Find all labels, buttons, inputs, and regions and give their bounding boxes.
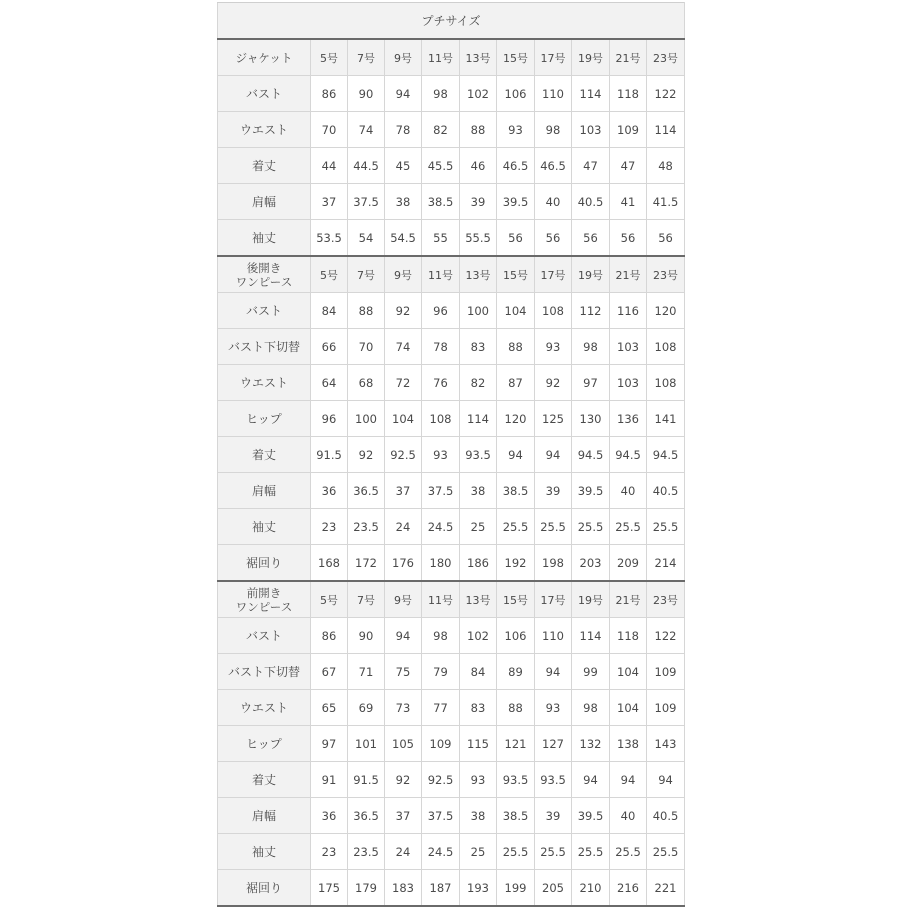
measurement-cell: 46: [460, 148, 497, 184]
row-label: ウエスト: [218, 690, 311, 726]
measurement-cell: 88: [497, 329, 535, 365]
size-header: 7号: [348, 39, 385, 76]
measurement-cell: 37: [385, 473, 422, 509]
measurement-cell: 198: [535, 545, 572, 582]
measurement-cell: 41.5: [647, 184, 685, 220]
measurement-cell: 90: [348, 618, 385, 654]
section-header-row: [218, 581, 685, 618]
size-table: [217, 2, 685, 907]
row-label: バスト下切替: [218, 654, 311, 690]
measurement-cell: 25: [460, 834, 497, 870]
measurement-cell: 24.5: [422, 834, 460, 870]
measurement-cell: 132: [572, 726, 610, 762]
measurement-cell: 103: [572, 112, 610, 148]
measurement-cell: 40.5: [647, 473, 685, 509]
size-header: 13号: [460, 581, 497, 618]
measurement-cell: 48: [647, 148, 685, 184]
size-header: 5号: [311, 581, 348, 618]
measurement-cell: 71: [348, 654, 385, 690]
section-name: [218, 256, 311, 293]
table-row: [218, 76, 685, 112]
measurement-cell: 91.5: [348, 762, 385, 798]
measurement-cell: 39.5: [572, 473, 610, 509]
measurement-cell: 38.5: [422, 184, 460, 220]
measurement-cell: 199: [497, 870, 535, 907]
measurement-cell: 55.5: [460, 220, 497, 257]
measurement-cell: 93: [497, 112, 535, 148]
section-name: ジャケット: [218, 39, 311, 76]
measurement-cell: 64: [311, 365, 348, 401]
measurement-cell: 94: [535, 654, 572, 690]
row-label: 裾回り: [218, 870, 311, 907]
size-header: 19号: [572, 581, 610, 618]
measurement-cell: 56: [610, 220, 647, 257]
section-name-line: 前開き: [246, 585, 282, 600]
measurement-cell: 94: [572, 762, 610, 798]
measurement-cell: 40.5: [572, 184, 610, 220]
table-row: [218, 148, 685, 184]
measurement-cell: 114: [460, 401, 497, 437]
measurement-cell: 54: [348, 220, 385, 257]
measurement-cell: 40.5: [647, 798, 685, 834]
row-label: バスト: [218, 76, 311, 112]
measurement-cell: 38.5: [497, 798, 535, 834]
measurement-cell: 36.5: [348, 473, 385, 509]
measurement-cell: 78: [422, 329, 460, 365]
table-row: [218, 437, 685, 473]
measurement-cell: 109: [647, 654, 685, 690]
measurement-cell: 93: [535, 690, 572, 726]
measurement-cell: 93.5: [497, 762, 535, 798]
measurement-cell: 116: [610, 293, 647, 329]
measurement-cell: 105: [385, 726, 422, 762]
measurement-cell: 41: [610, 184, 647, 220]
measurement-cell: 106: [497, 76, 535, 112]
measurement-cell: 25.5: [647, 509, 685, 545]
measurement-cell: 37: [385, 798, 422, 834]
measurement-cell: 130: [572, 401, 610, 437]
measurement-cell: 127: [535, 726, 572, 762]
row-label: ヒップ: [218, 726, 311, 762]
row-label: ウエスト: [218, 365, 311, 401]
measurement-cell: 82: [460, 365, 497, 401]
size-header: 7号: [348, 581, 385, 618]
measurement-cell: 39: [535, 798, 572, 834]
measurement-cell: 98: [572, 690, 610, 726]
measurement-cell: 122: [647, 618, 685, 654]
measurement-cell: 40: [610, 798, 647, 834]
measurement-cell: 92: [535, 365, 572, 401]
size-header: 15号: [497, 581, 535, 618]
measurement-cell: 38.5: [497, 473, 535, 509]
measurement-cell: 109: [610, 112, 647, 148]
measurement-cell: 88: [460, 112, 497, 148]
measurement-cell: 24: [385, 509, 422, 545]
measurement-cell: 98: [422, 618, 460, 654]
measurement-cell: 39: [535, 473, 572, 509]
table-row: [218, 618, 685, 654]
measurement-cell: 92: [385, 293, 422, 329]
measurement-cell: 37: [311, 184, 348, 220]
size-header: 23号: [647, 39, 685, 76]
measurement-cell: 39: [460, 184, 497, 220]
measurement-cell: 89: [497, 654, 535, 690]
measurement-cell: 83: [460, 329, 497, 365]
measurement-cell: 168: [311, 545, 348, 582]
measurement-cell: 106: [497, 618, 535, 654]
measurement-cell: 109: [422, 726, 460, 762]
table-row: [218, 690, 685, 726]
measurement-cell: 73: [385, 690, 422, 726]
row-label: 裾回り: [218, 545, 311, 582]
measurement-cell: 101: [348, 726, 385, 762]
measurement-cell: 25.5: [610, 509, 647, 545]
size-header: 9号: [385, 256, 422, 293]
measurement-cell: 115: [460, 726, 497, 762]
measurement-cell: 23.5: [348, 509, 385, 545]
measurement-cell: 93.5: [460, 437, 497, 473]
measurement-cell: 104: [385, 401, 422, 437]
measurement-cell: 209: [610, 545, 647, 582]
measurement-cell: 55: [422, 220, 460, 257]
measurement-cell: 66: [311, 329, 348, 365]
measurement-cell: 54.5: [385, 220, 422, 257]
size-header: 9号: [385, 39, 422, 76]
table-row: [218, 726, 685, 762]
size-chart: [217, 2, 684, 907]
table-row: [218, 112, 685, 148]
measurement-cell: 53.5: [311, 220, 348, 257]
measurement-cell: 69: [348, 690, 385, 726]
table-row: [218, 401, 685, 437]
table-row: [218, 184, 685, 220]
size-header: 11号: [422, 581, 460, 618]
section-name: [218, 581, 311, 618]
section-name-line: 後開き: [246, 260, 282, 275]
measurement-cell: 91: [311, 762, 348, 798]
measurement-cell: 216: [610, 870, 647, 907]
table-row: [218, 762, 685, 798]
row-label: ウエスト: [218, 112, 311, 148]
row-label: 肩幅: [218, 473, 311, 509]
measurement-cell: 25.5: [572, 509, 610, 545]
measurement-cell: 104: [497, 293, 535, 329]
measurement-cell: 78: [385, 112, 422, 148]
measurement-cell: 109: [647, 690, 685, 726]
measurement-cell: 121: [497, 726, 535, 762]
measurement-cell: 143: [647, 726, 685, 762]
measurement-cell: 97: [572, 365, 610, 401]
measurement-cell: 122: [647, 76, 685, 112]
measurement-cell: 74: [348, 112, 385, 148]
measurement-cell: 40: [610, 473, 647, 509]
measurement-cell: 94: [385, 76, 422, 112]
measurement-cell: 108: [422, 401, 460, 437]
measurement-cell: 25.5: [497, 509, 535, 545]
section-name-line: ワンピース: [235, 274, 293, 289]
measurement-cell: 114: [572, 76, 610, 112]
measurement-cell: 56: [535, 220, 572, 257]
measurement-cell: 172: [348, 545, 385, 582]
measurement-cell: 25.5: [610, 834, 647, 870]
measurement-cell: 98: [422, 76, 460, 112]
measurement-cell: 192: [497, 545, 535, 582]
measurement-cell: 90: [348, 76, 385, 112]
measurement-cell: 47: [572, 148, 610, 184]
table-row: [218, 220, 685, 257]
table-row: [218, 545, 685, 582]
measurement-cell: 98: [535, 112, 572, 148]
measurement-cell: 45: [385, 148, 422, 184]
measurement-cell: 70: [348, 329, 385, 365]
section-header-row: [218, 256, 685, 293]
table-row: [218, 365, 685, 401]
measurement-cell: 103: [610, 365, 647, 401]
measurement-cell: 25: [460, 509, 497, 545]
size-header: 21号: [610, 256, 647, 293]
measurement-cell: 141: [647, 401, 685, 437]
measurement-cell: 193: [460, 870, 497, 907]
measurement-cell: 100: [460, 293, 497, 329]
measurement-cell: 94.5: [647, 437, 685, 473]
size-header: 21号: [610, 39, 647, 76]
size-header: 15号: [497, 39, 535, 76]
table-row: [218, 329, 685, 365]
row-label: 着丈: [218, 437, 311, 473]
measurement-cell: 76: [422, 365, 460, 401]
measurement-cell: 94: [647, 762, 685, 798]
size-header: 23号: [647, 581, 685, 618]
measurement-cell: 25.5: [647, 834, 685, 870]
measurement-cell: 25.5: [497, 834, 535, 870]
size-header: 13号: [460, 39, 497, 76]
measurement-cell: 56: [647, 220, 685, 257]
measurement-cell: 46.5: [535, 148, 572, 184]
measurement-cell: 94.5: [610, 437, 647, 473]
measurement-cell: 40: [535, 184, 572, 220]
measurement-cell: 91.5: [311, 437, 348, 473]
section-name-line: ワンピース: [235, 599, 293, 614]
size-header: 9号: [385, 581, 422, 618]
measurement-cell: 114: [647, 112, 685, 148]
measurement-cell: 96: [311, 401, 348, 437]
measurement-cell: 72: [385, 365, 422, 401]
measurement-cell: 108: [535, 293, 572, 329]
measurement-cell: 104: [610, 690, 647, 726]
size-header: 7号: [348, 256, 385, 293]
size-header: 11号: [422, 39, 460, 76]
table-row: [218, 293, 685, 329]
measurement-cell: 114: [572, 618, 610, 654]
measurement-cell: 86: [311, 76, 348, 112]
measurement-cell: 44: [311, 148, 348, 184]
measurement-cell: 46.5: [497, 148, 535, 184]
measurement-cell: 45.5: [422, 148, 460, 184]
table-row: [218, 798, 685, 834]
measurement-cell: 96: [422, 293, 460, 329]
size-header: 13号: [460, 256, 497, 293]
measurement-cell: 75: [385, 654, 422, 690]
measurement-cell: 84: [311, 293, 348, 329]
chart-title: プチサイズ: [218, 3, 685, 40]
measurement-cell: 39.5: [572, 798, 610, 834]
measurement-cell: 56: [572, 220, 610, 257]
measurement-cell: 36: [311, 798, 348, 834]
size-header: 23号: [647, 256, 685, 293]
measurement-cell: 175: [311, 870, 348, 907]
measurement-cell: 93: [422, 437, 460, 473]
row-label: 着丈: [218, 148, 311, 184]
measurement-cell: 104: [610, 654, 647, 690]
measurement-cell: 23.5: [348, 834, 385, 870]
measurement-cell: 82: [422, 112, 460, 148]
table-row: [218, 870, 685, 907]
measurement-cell: 88: [497, 690, 535, 726]
measurement-cell: 94: [610, 762, 647, 798]
size-header: 19号: [572, 256, 610, 293]
measurement-cell: 98: [572, 329, 610, 365]
measurement-cell: 214: [647, 545, 685, 582]
table-row: [218, 473, 685, 509]
measurement-cell: 37.5: [348, 184, 385, 220]
measurement-cell: 36: [311, 473, 348, 509]
measurement-cell: 83: [460, 690, 497, 726]
measurement-cell: 74: [385, 329, 422, 365]
measurement-cell: 179: [348, 870, 385, 907]
measurement-cell: 205: [535, 870, 572, 907]
measurement-cell: 108: [647, 329, 685, 365]
row-label: 肩幅: [218, 798, 311, 834]
section-header-row: [218, 39, 685, 76]
measurement-cell: 23: [311, 834, 348, 870]
measurement-cell: 93.5: [535, 762, 572, 798]
measurement-cell: 92.5: [422, 762, 460, 798]
measurement-cell: 221: [647, 870, 685, 907]
measurement-cell: 136: [610, 401, 647, 437]
table-row: [218, 509, 685, 545]
measurement-cell: 25.5: [535, 509, 572, 545]
measurement-cell: 110: [535, 76, 572, 112]
measurement-cell: 67: [311, 654, 348, 690]
measurement-cell: 180: [422, 545, 460, 582]
measurement-cell: 94: [535, 437, 572, 473]
size-header: 21号: [610, 581, 647, 618]
measurement-cell: 65: [311, 690, 348, 726]
row-label: ヒップ: [218, 401, 311, 437]
measurement-cell: 183: [385, 870, 422, 907]
measurement-cell: 93: [460, 762, 497, 798]
measurement-cell: 187: [422, 870, 460, 907]
row-label: 袖丈: [218, 509, 311, 545]
measurement-cell: 108: [647, 365, 685, 401]
measurement-cell: 93: [535, 329, 572, 365]
size-header: 17号: [535, 39, 572, 76]
measurement-cell: 25.5: [572, 834, 610, 870]
measurement-cell: 99: [572, 654, 610, 690]
measurement-cell: 103: [610, 329, 647, 365]
table-row: [218, 654, 685, 690]
measurement-cell: 38: [385, 184, 422, 220]
measurement-cell: 39.5: [497, 184, 535, 220]
measurement-cell: 92: [348, 437, 385, 473]
measurement-cell: 100: [348, 401, 385, 437]
measurement-cell: 94: [497, 437, 535, 473]
measurement-cell: 79: [422, 654, 460, 690]
measurement-cell: 38: [460, 473, 497, 509]
measurement-cell: 210: [572, 870, 610, 907]
measurement-cell: 84: [460, 654, 497, 690]
table-row: [218, 834, 685, 870]
measurement-cell: 97: [311, 726, 348, 762]
size-header: 19号: [572, 39, 610, 76]
measurement-cell: 94.5: [572, 437, 610, 473]
measurement-cell: 44.5: [348, 148, 385, 184]
measurement-cell: 68: [348, 365, 385, 401]
row-label: バスト: [218, 293, 311, 329]
measurement-cell: 47: [610, 148, 647, 184]
row-label: バスト下切替: [218, 329, 311, 365]
measurement-cell: 120: [497, 401, 535, 437]
measurement-cell: 24.5: [422, 509, 460, 545]
measurement-cell: 176: [385, 545, 422, 582]
row-label: 袖丈: [218, 220, 311, 257]
measurement-cell: 70: [311, 112, 348, 148]
measurement-cell: 92: [385, 762, 422, 798]
measurement-cell: 125: [535, 401, 572, 437]
measurement-cell: 36.5: [348, 798, 385, 834]
measurement-cell: 118: [610, 618, 647, 654]
measurement-cell: 120: [647, 293, 685, 329]
size-header: 5号: [311, 39, 348, 76]
measurement-cell: 110: [535, 618, 572, 654]
measurement-cell: 138: [610, 726, 647, 762]
measurement-cell: 94: [385, 618, 422, 654]
measurement-cell: 23: [311, 509, 348, 545]
size-header: 17号: [535, 256, 572, 293]
size-header: 11号: [422, 256, 460, 293]
measurement-cell: 37.5: [422, 473, 460, 509]
measurement-cell: 88: [348, 293, 385, 329]
measurement-cell: 56: [497, 220, 535, 257]
size-header: 5号: [311, 256, 348, 293]
size-header: 17号: [535, 581, 572, 618]
measurement-cell: 38: [460, 798, 497, 834]
measurement-cell: 86: [311, 618, 348, 654]
measurement-cell: 37.5: [422, 798, 460, 834]
measurement-cell: 24: [385, 834, 422, 870]
row-label: 着丈: [218, 762, 311, 798]
size-header: 15号: [497, 256, 535, 293]
measurement-cell: 118: [610, 76, 647, 112]
measurement-cell: 102: [460, 618, 497, 654]
row-label: 袖丈: [218, 834, 311, 870]
measurement-cell: 112: [572, 293, 610, 329]
measurement-cell: 77: [422, 690, 460, 726]
measurement-cell: 92.5: [385, 437, 422, 473]
measurement-cell: 186: [460, 545, 497, 582]
measurement-cell: 203: [572, 545, 610, 582]
row-label: 肩幅: [218, 184, 311, 220]
measurement-cell: 102: [460, 76, 497, 112]
measurement-cell: 25.5: [535, 834, 572, 870]
row-label: バスト: [218, 618, 311, 654]
measurement-cell: 87: [497, 365, 535, 401]
